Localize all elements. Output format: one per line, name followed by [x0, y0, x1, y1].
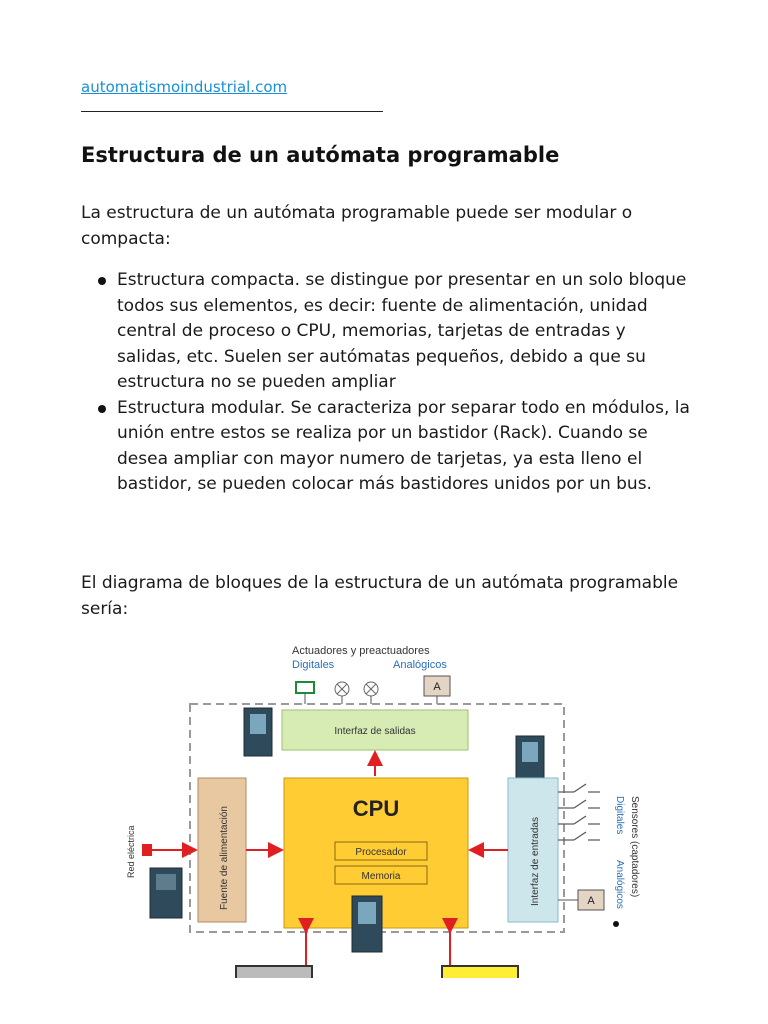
svg-text:A: A [587, 895, 595, 907]
lamp-icon [335, 682, 349, 704]
list-item-text: Estructura compacta. se distingue por presentar en un solo bloque todos sus elementos, es decir: fuente de alimentación, unidad central de proceso o CPU, memorias, tarjetas de entradas y salidas, etc. Suelen ser autómatas pequeños, debido a que su estructura no se pueden ampliar [117, 270, 687, 392]
output-interface-label: Interfaz de salidas [334, 726, 416, 737]
plc-block-diagram [120, 638, 650, 978]
list-item-text: Estructura modular. Se caracteriza por separar todo en módulos, la unión entre estos se realiza por un bastidor (Rack). Cuando se desea ampliar con mayor numero de tarjetas, ya esta lleno el bastidor, se pueden colocar más bastidores unidos por un bus. [117, 397, 690, 494]
memory-label: Memoria [361, 871, 401, 882]
actuators-analog-label: Analógicos [393, 659, 447, 671]
sensors-title: Sensores (captadores) [629, 796, 640, 898]
bullet-icon [613, 921, 619, 927]
mains-label: Red eléctrica [126, 825, 136, 878]
cpu-label: CPU [352, 796, 400, 821]
header-divider [81, 111, 383, 112]
actuators-title: Actuadores y preactuadores [292, 645, 430, 657]
power-supply-label: Fuente de alimentación [219, 806, 230, 910]
lamp-icon [364, 682, 378, 704]
bullet-icon [98, 405, 106, 413]
diagram-intro-paragraph: El diagrama de bloques de la estructura de un autómata programable sería: [81, 573, 679, 619]
analog-output-icon [424, 676, 450, 704]
bottom-module-right [442, 966, 518, 978]
intro-paragraph: La estructura de un autómata programable puede ser modular o compacta: [81, 203, 633, 249]
cpu-module-icon [352, 896, 382, 952]
site-link[interactable]: automatismoindustrial.com [81, 78, 288, 96]
bullet-icon [98, 277, 106, 285]
structure-list [81, 268, 691, 498]
processor-label: Procesador [355, 847, 407, 858]
output-module-icon [244, 708, 272, 756]
svg-text:A: A [433, 681, 441, 693]
power-module-icon [150, 868, 182, 918]
bottom-module-left [236, 966, 312, 978]
sensors-analog-label: Analógicos [614, 860, 625, 909]
actuators-digital-label: Digitales [292, 659, 335, 671]
input-interface-label: Interfaz de entradas [530, 817, 541, 906]
list-item [81, 396, 691, 498]
mains-plug-icon [142, 844, 152, 856]
sensors-digital-label: Digitales [614, 796, 625, 835]
relay-coil-icon [296, 682, 314, 704]
page-title: Estructura de un autómata programable [81, 143, 560, 167]
list-item [81, 268, 691, 396]
